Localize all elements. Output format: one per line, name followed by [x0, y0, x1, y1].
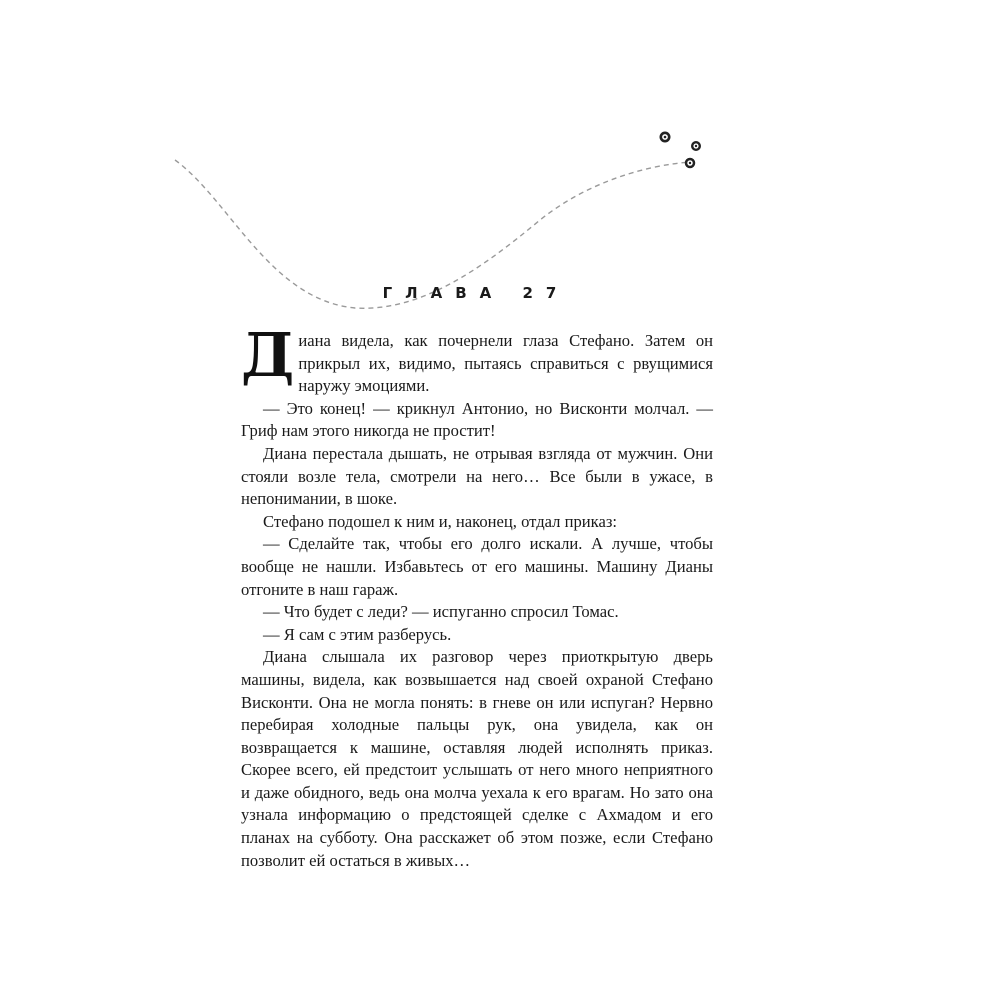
paragraph: — Что будет с леди? — испуганно спросил Томас. [263, 602, 619, 622]
paragraph-text: иана видела, как почернели глаза Стефано. Затем он прикрыл их, видимо, пытаясь справиться с рвущимися наружу эмоциями. [298, 331, 713, 396]
bullet-hole-icon [661, 133, 669, 141]
chapter-body [241, 321, 713, 872]
drop-cap: Д [241, 321, 295, 391]
paragraph: Стефано подошел к ним и, наконец, отдал приказ: [263, 511, 617, 531]
paragraph: Диана слышала их разговор через приоткрытую дверь машины, видела, как возвышается над своей охраной Стефано Висконти. Она не могла понять: в гневе он или испуган? Нервно перебирая холодные пальцы рук, она увидела, как он возвращается к машине, оставляя людей исполнять приказ. Скорее всего, ей предстоит услышать от него много неприятного и даже обидного, ведь она молча уехала к его врагам. Но зато она узнала информацию о предстоящей сделке с Ахмадом и его планах на субботу. Она расскажет об этом позже, если Стефано позволит ей остаться в живых… [241, 647, 713, 870]
bullet-hole-icon [686, 159, 694, 167]
paragraph: Диана перестала дышать, не отрывая взгляда от мужчин. Они стояли возле тела, смотрели на него… Все были в ужасе, в непонимании, в шоке. [241, 443, 713, 509]
paragraph [241, 321, 713, 398]
bullet-hole-icon [692, 142, 700, 150]
paragraph: — Сделайте так, чтобы его долго искали. А лучше, чтобы вообще не нашли. Избавьтесь от его машины. Машину Дианы отгоните в наш гараж. [241, 534, 713, 599]
paragraph: — Это конец! — крикнул Антонио, но Висконти молчал. — Гриф нам этого никогда не простит! [241, 398, 713, 441]
chapter-title: ГЛАВА 27 [382, 284, 570, 302]
paragraph: — Я сам с этим разберусь. [263, 624, 452, 644]
